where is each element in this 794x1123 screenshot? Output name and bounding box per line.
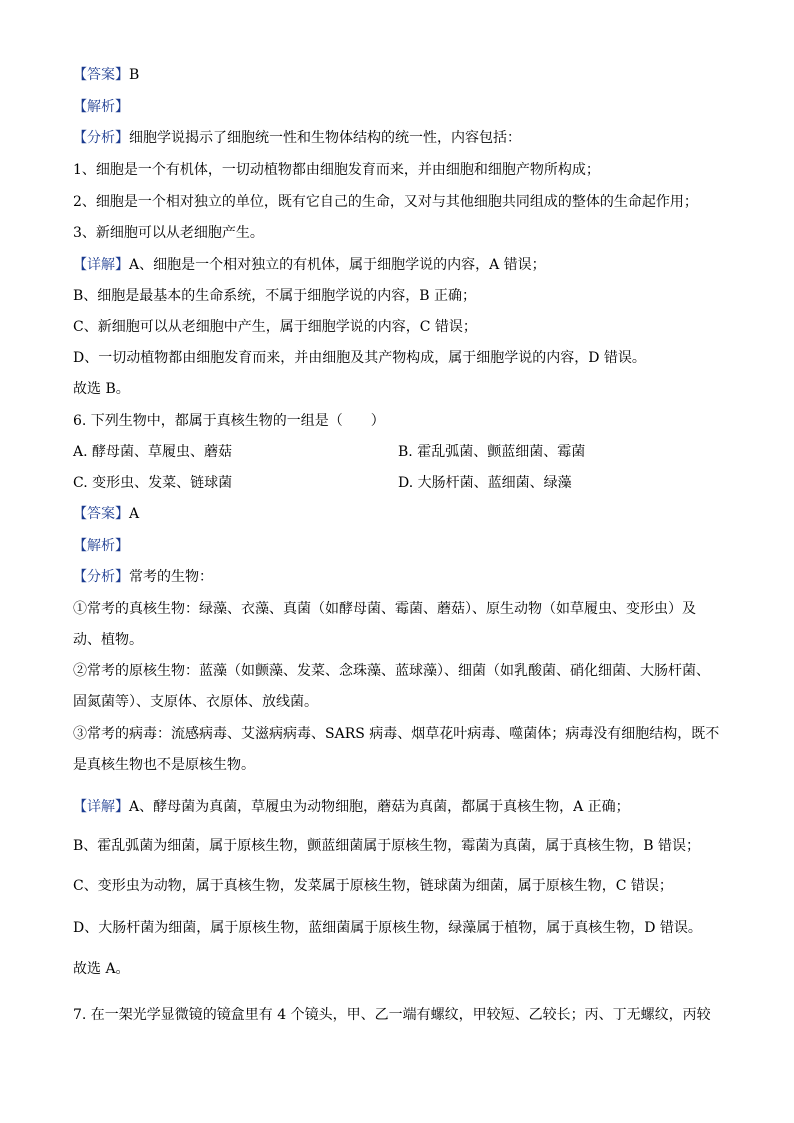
q6-xiangjie-line [73,797,630,817]
xiangjie-tag: 【详解】 [73,799,129,815]
answer-value: B [129,67,140,83]
option-text: 酵母菌、草履虫、蘑菇 [92,444,233,460]
q7-question: 7. 在一架光学显微镜的镜盒里有 4 个镜头，甲、乙一端有螺纹，甲较短、乙较长；丙、丁无螺纹，丙较 [73,1007,711,1023]
q5-conclusion: 故选 B。 [73,381,130,397]
option-label: C. [73,475,88,491]
option-text: 大肠杆菌、蓝细菌、绿藻 [417,475,572,491]
q5-point-1: 1、细胞是一个有机体，一切动植物都由细胞发育而来，并由细胞和细胞产物所构成； [73,162,600,178]
q6-note-1: ①常考的真核生物：绿藻、衣藻、真菌（如酵母菌、霉菌、蘑菇）、原生动物（如草履虫、变形虫）及 [73,601,696,617]
option-label: A. [73,444,88,460]
q5-point-3: 3、新细胞可以从老细胞产生。 [73,225,264,241]
q6-note-3-cont: 是真核生物也不是原核生物。 [73,757,255,773]
q6-conclusion: 故选 A。 [73,961,130,977]
option-label: B. [398,444,413,460]
q6-detail-d: D、大肠杆菌为细菌，属于原核生物，蓝细菌属于原核生物，绿藻属于植物，属于真核生物，D 错误。 [73,920,702,936]
q6-note-2: ②常考的原核生物：蓝藻（如颤藻、发菜、念珠藻、蓝球藻）、细菌（如乳酸菌、硝化细菌、大肠杆菌、 [73,663,710,679]
q5-detail-c: C、新细胞可以从老细胞中产生，属于细胞学说的内容，C 错误； [73,319,477,335]
fenxi-tag: 【分析】 [73,130,129,146]
fenxi-text: 细胞学说揭示了细胞统一性和生物体结构的统一性，内容包括： [129,130,521,146]
q6-question: 6. 下列生物中，都属于真核生物的一组是（ ） [73,413,385,429]
fenxi-tag: 【分析】 [73,569,129,585]
q5-detail-d: D、一切动植物都由细胞发育而来，并由细胞及其产物构成，属于细胞学说的内容，D 错误。 [73,350,646,366]
q6-option-b [398,442,585,462]
q5-analysis-heading [73,97,129,117]
answer-tag: 【答案】 [73,506,129,522]
analysis-tag: 【解析】 [73,99,129,115]
xiangjie-tag: 【详解】 [73,257,129,273]
option-text: 变形虫、发菜、链球菌 [92,475,233,491]
q6-note-3: ③常考的病毒：流感病毒、艾滋病病毒、SARS 病毒、烟草花叶病毒、噬菌体；病毒没有细胞结构，既不 [73,726,720,742]
answer-value: A [129,506,140,522]
fenxi-text: 常考的生物： [129,569,213,585]
q6-detail-c: C、变形虫为动物，属于真核生物，发菜属于原核生物，链球菌为细菌，属于原核生物，C 错误； [73,878,673,894]
option-text: 霍乱弧菌、颤蓝细菌、霉菌 [417,444,586,460]
q6-option-d [398,473,572,493]
q5-detail-b: B、细胞是最基本的生命系统，不属于细胞学说的内容，B 正确； [73,288,477,304]
analysis-tag: 【解析】 [73,538,129,554]
q6-option-a [73,442,232,462]
q6-analysis-heading [73,536,129,556]
q5-fenxi-line [73,128,521,148]
q6-note-2-cont: 固氮菌等）、支原体、衣原体、放线菌。 [73,694,318,710]
q5-point-2: 2、细胞是一个相对独立的单位，既有它自己的生命，又对与其他细胞共同组成的整体的生命起作用； [73,194,698,210]
option-label: D. [398,475,414,491]
q5-answer-line [73,65,139,85]
q5-xiangjie-line [73,255,546,275]
q6-option-c [73,473,232,493]
q6-answer-line [73,504,139,524]
xiangjie-text: A、酵母菌为真菌，草履虫为动物细胞，蘑菇为真菌，都属于真核生物，A 正确； [129,799,630,815]
q6-fenxi-line [73,567,213,587]
xiangjie-text: A、细胞是一个相对独立的有机体，属于细胞学说的内容，A 错误； [129,257,546,273]
answer-tag: 【答案】 [73,67,129,83]
q6-note-1-cont: 动、植物。 [73,632,143,648]
q6-detail-b: B、霍乱弧菌为细菌，属于原核生物，颤蓝细菌属于原核生物，霉菌为真菌，属于真核生物，B 错误； [73,838,701,854]
